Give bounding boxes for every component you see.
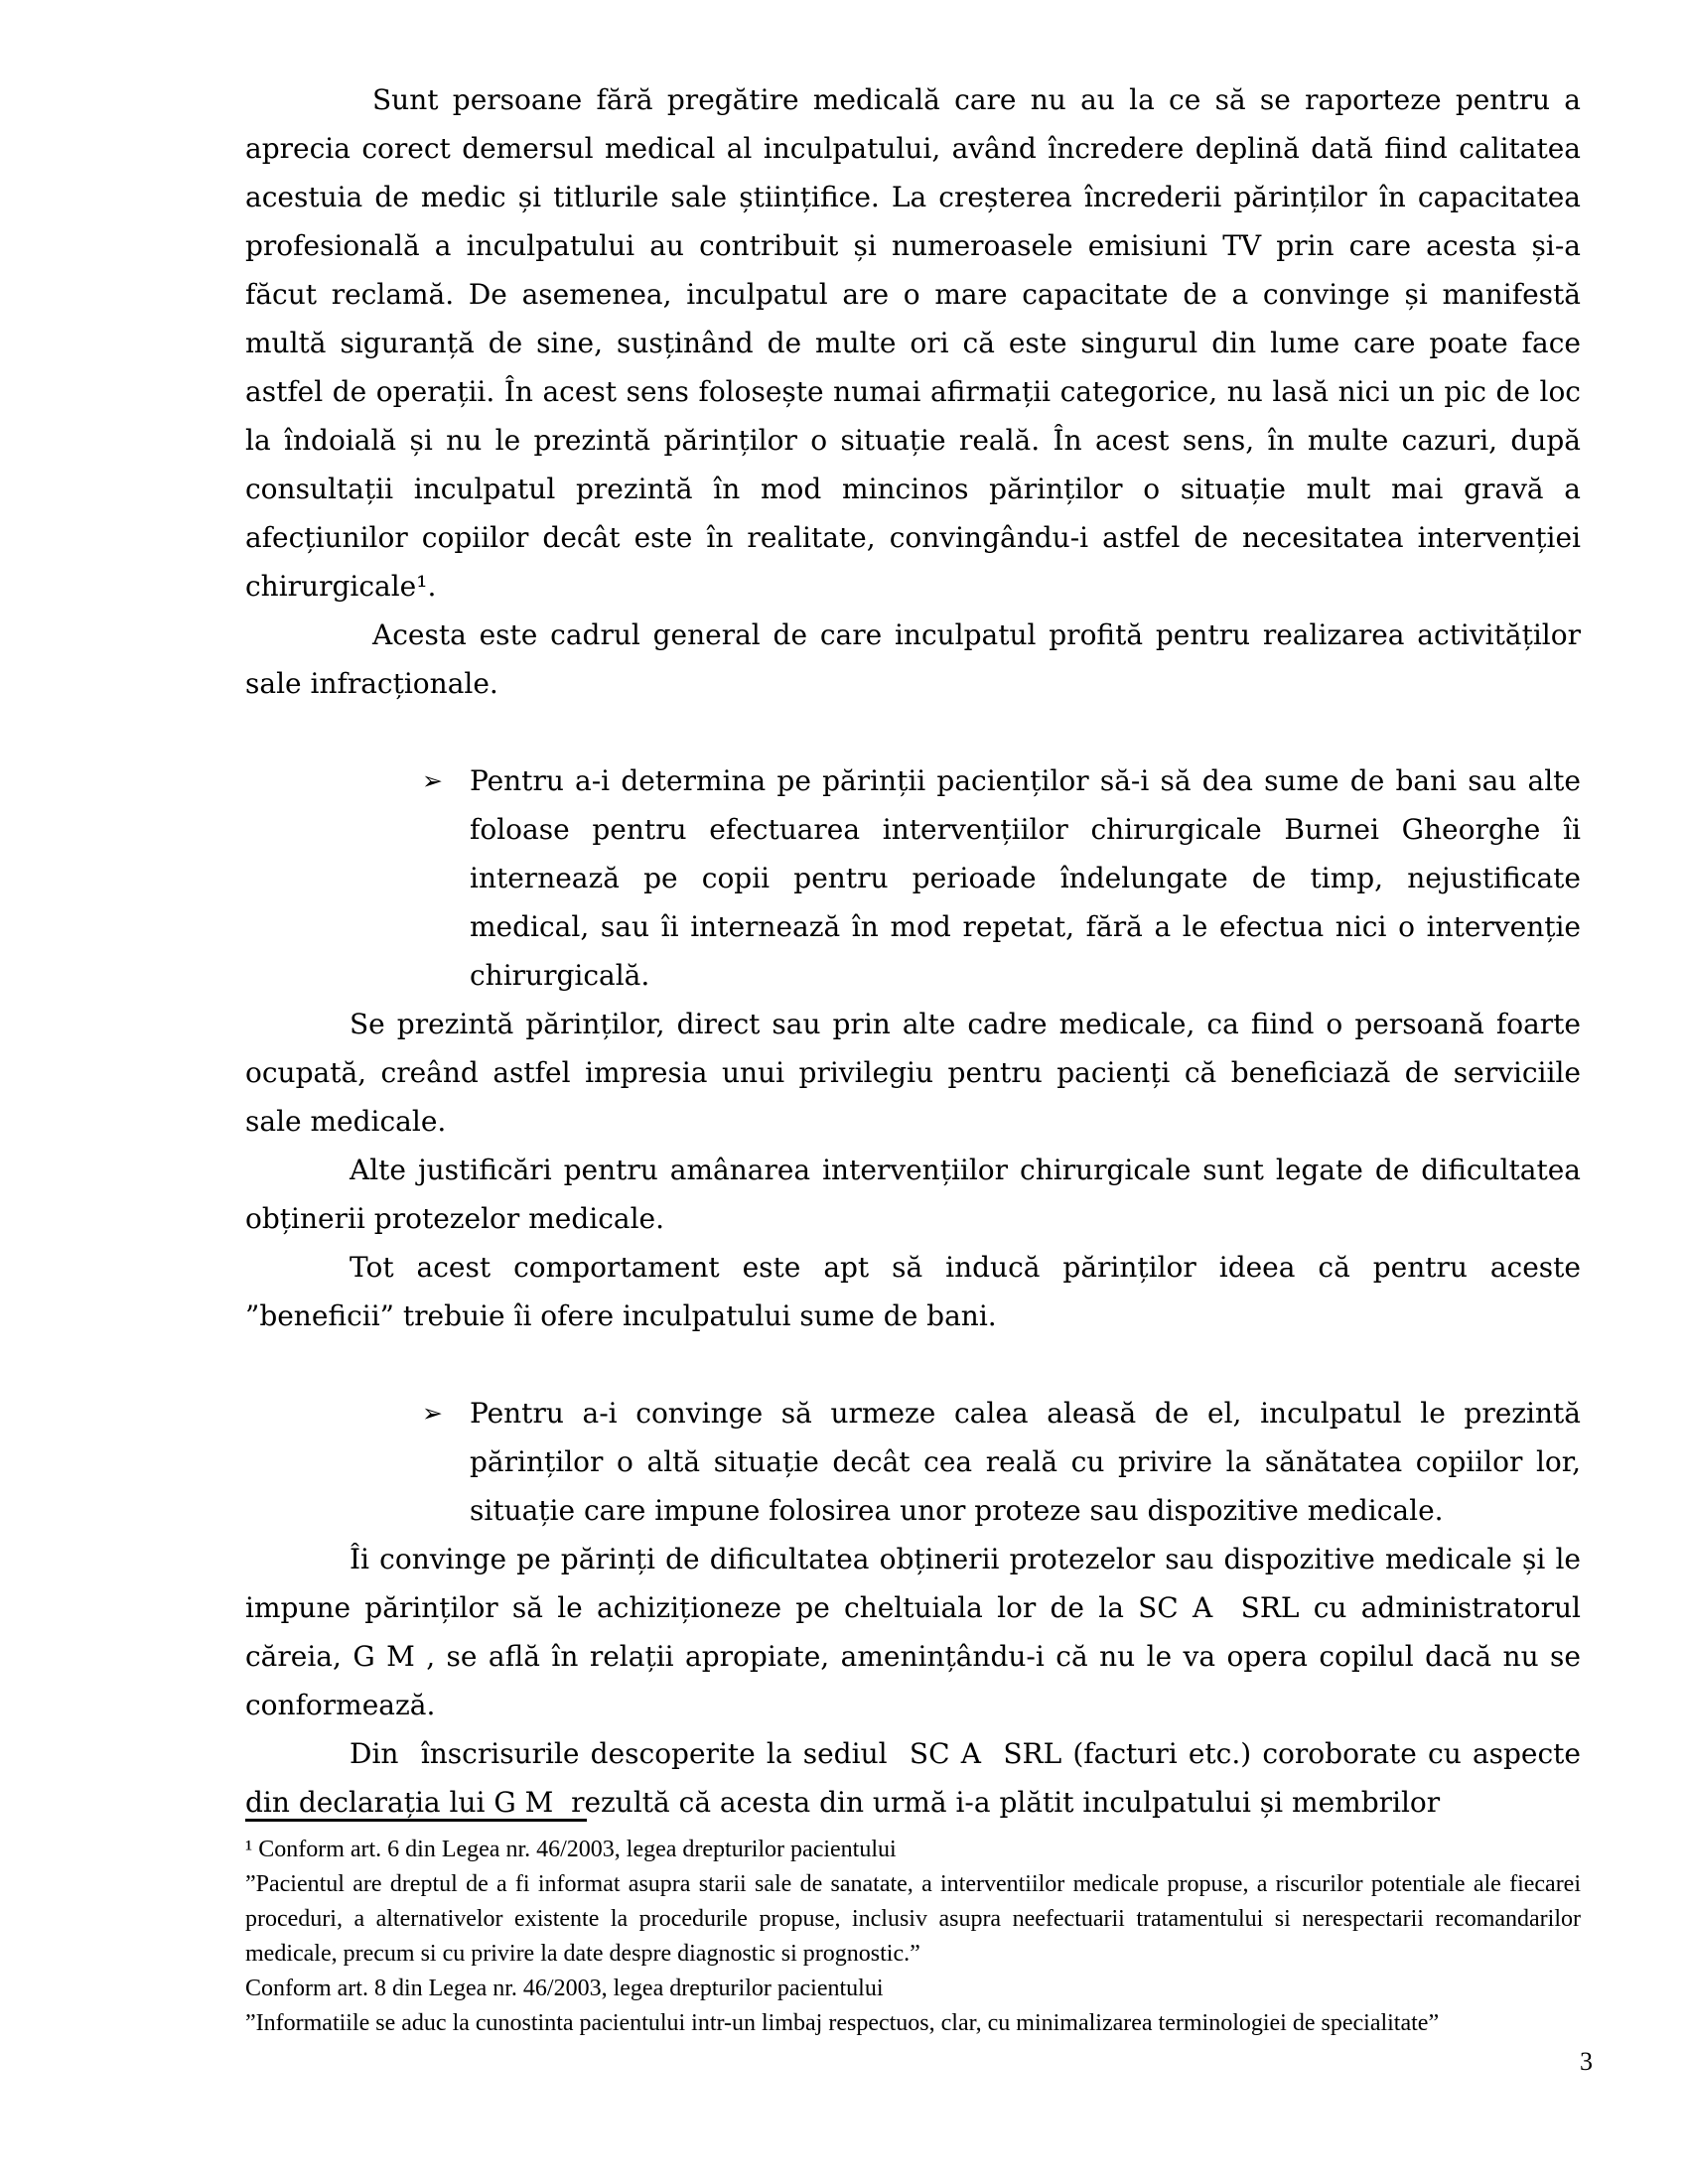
paragraph-comportament: Tot acest comportament este apt să inducă părinților ideea că pentru aceste ”beneficii” trebuie îi ofere inculpatului sume de bani.	[245, 1251, 1590, 1332]
bullet-item-convingere	[245, 1389, 1590, 1535]
bullet-text: Pentru a-i determina pe părinții pacienților să-i să dea sume de bani sau alte foloase pentru efectuarea intervențiilor chirurgicale Burnei Gheorghe îi internează pe copii pentru perioade îndelungate de timp, nejustificate medical, sau îi internează în mod repetat, fără a le efectua nici o intervenție chirurgicală.	[470, 764, 1590, 992]
paragraph-inscrisuri: Din înscrisurile descoperite la sediul SC A SRL (facturi etc.) coroborate cu aspecte din declarația lui G M rezultă că acesta din urmă i-a plătit inculpatului și membrilor	[245, 1737, 1590, 1819]
footnote-quote-art6: ”Pacientul are dreptul de a fi informat asupra starii sale de sanatate, a interventiilor medicale propuse, a riscurilor potentiale ale fiecarei proceduri, a alternativelor existente la procedurile propuse, inclusiv asupra neefectuarii tratamentului si nerespectarii recomandarilor medicale, precum si cu privire la date despre diagnostic si prognostic.”	[245, 1871, 1587, 1967]
bullet-item-internari	[245, 756, 1590, 1000]
arrow-bullet-icon: ➢	[422, 1399, 443, 1428]
paragraph-intro: Sunt persoane fără pregătire medicală care nu au la ce să se raporteze pentru a aprecia corect demersul medical al inculpatului, având încredere deplină dată fiind calitatea acestuia de medic și titlurile sale științifice. La creșterea încrederii părinților în capacitatea profesională a inculpatului au contribuit și numeroasele emisiuni TV prin care acesta și-a făcut reclamă. De asemenea, inculpatul are o mare capacitate de a convinge și manifestă multă siguranță de sine, susținând de multe ori că este singurul din lume care poate face astfel de operații. În acest sens folosește numai afirmații categorice, nu lasă nici un pic de loc la îndoială și nu le prezintă părinților o situație reală. În acest sens, în multe cazuri, după consultații inculpatul prezintă în mod mincinos părinților o situație mult mai gravă a afecțiunilor copiilor decât este în realitate, convingându-i astfel de necesitatea intervenției chirurgicale¹.	[245, 83, 1590, 603]
page-number: 3	[1580, 2047, 1593, 2076]
paragraph-persoana-ocupata: Se prezintă părinților, direct sau prin alte cadre medicale, ca fiind o persoană foarte ocupată, creând astfel impresia unui privilegiu pentru pacienți că beneficiază de serviciile sale medicale.	[245, 1008, 1590, 1138]
footnote-ref-art8: Conform art. 8 din Legea nr. 46/2003, legea drepturilor pacientului	[245, 1976, 884, 2001]
paragraph-cadru-general: Acesta este cadrul general de care inculpatul profită pentru realizarea activităților sale infracționale.	[245, 618, 1590, 700]
body-text	[245, 75, 1590, 1827]
footnote-quote-art8: ”Informatiile se aduc la cunostinta pacientului intr-un limbaj respectuos, clar, cu minimalizarea terminologiei de specialitate”	[245, 2010, 1440, 2036]
footnotes-section	[245, 1819, 1587, 2041]
footnote-separator	[245, 1819, 587, 1822]
paragraph-justificari: Alte justificări pentru amânarea intervențiilor chirurgicale sunt legate de dificultatea obținerii protezelor medicale.	[245, 1154, 1590, 1235]
paragraph-proteze: Îi convinge pe părinți de dificultatea obținerii protezelor sau dispozitive medicale și le impune părinților să le achiziționeze pe cheltuiala lor de la SC A SRL cu administratorul căreia, G M , se află în relații apropiate, amenințându-i că nu le va opera copilul dacă nu se conformează.	[245, 1543, 1590, 1721]
bullet-text: Pentru a-i convinge să urmeze calea aleasă de el, inculpatul le prezintă părinților o altă situație decât cea reală cu privire la sănătatea copiilor lor, situație care impune folosirea unor proteze sau dispozitive medicale.	[470, 1397, 1590, 1527]
footnote-ref-art6: ¹ Conform art. 6 din Legea nr. 46/2003, legea drepturilor pacientului	[245, 1837, 897, 1862]
arrow-bullet-icon: ➢	[422, 766, 443, 795]
